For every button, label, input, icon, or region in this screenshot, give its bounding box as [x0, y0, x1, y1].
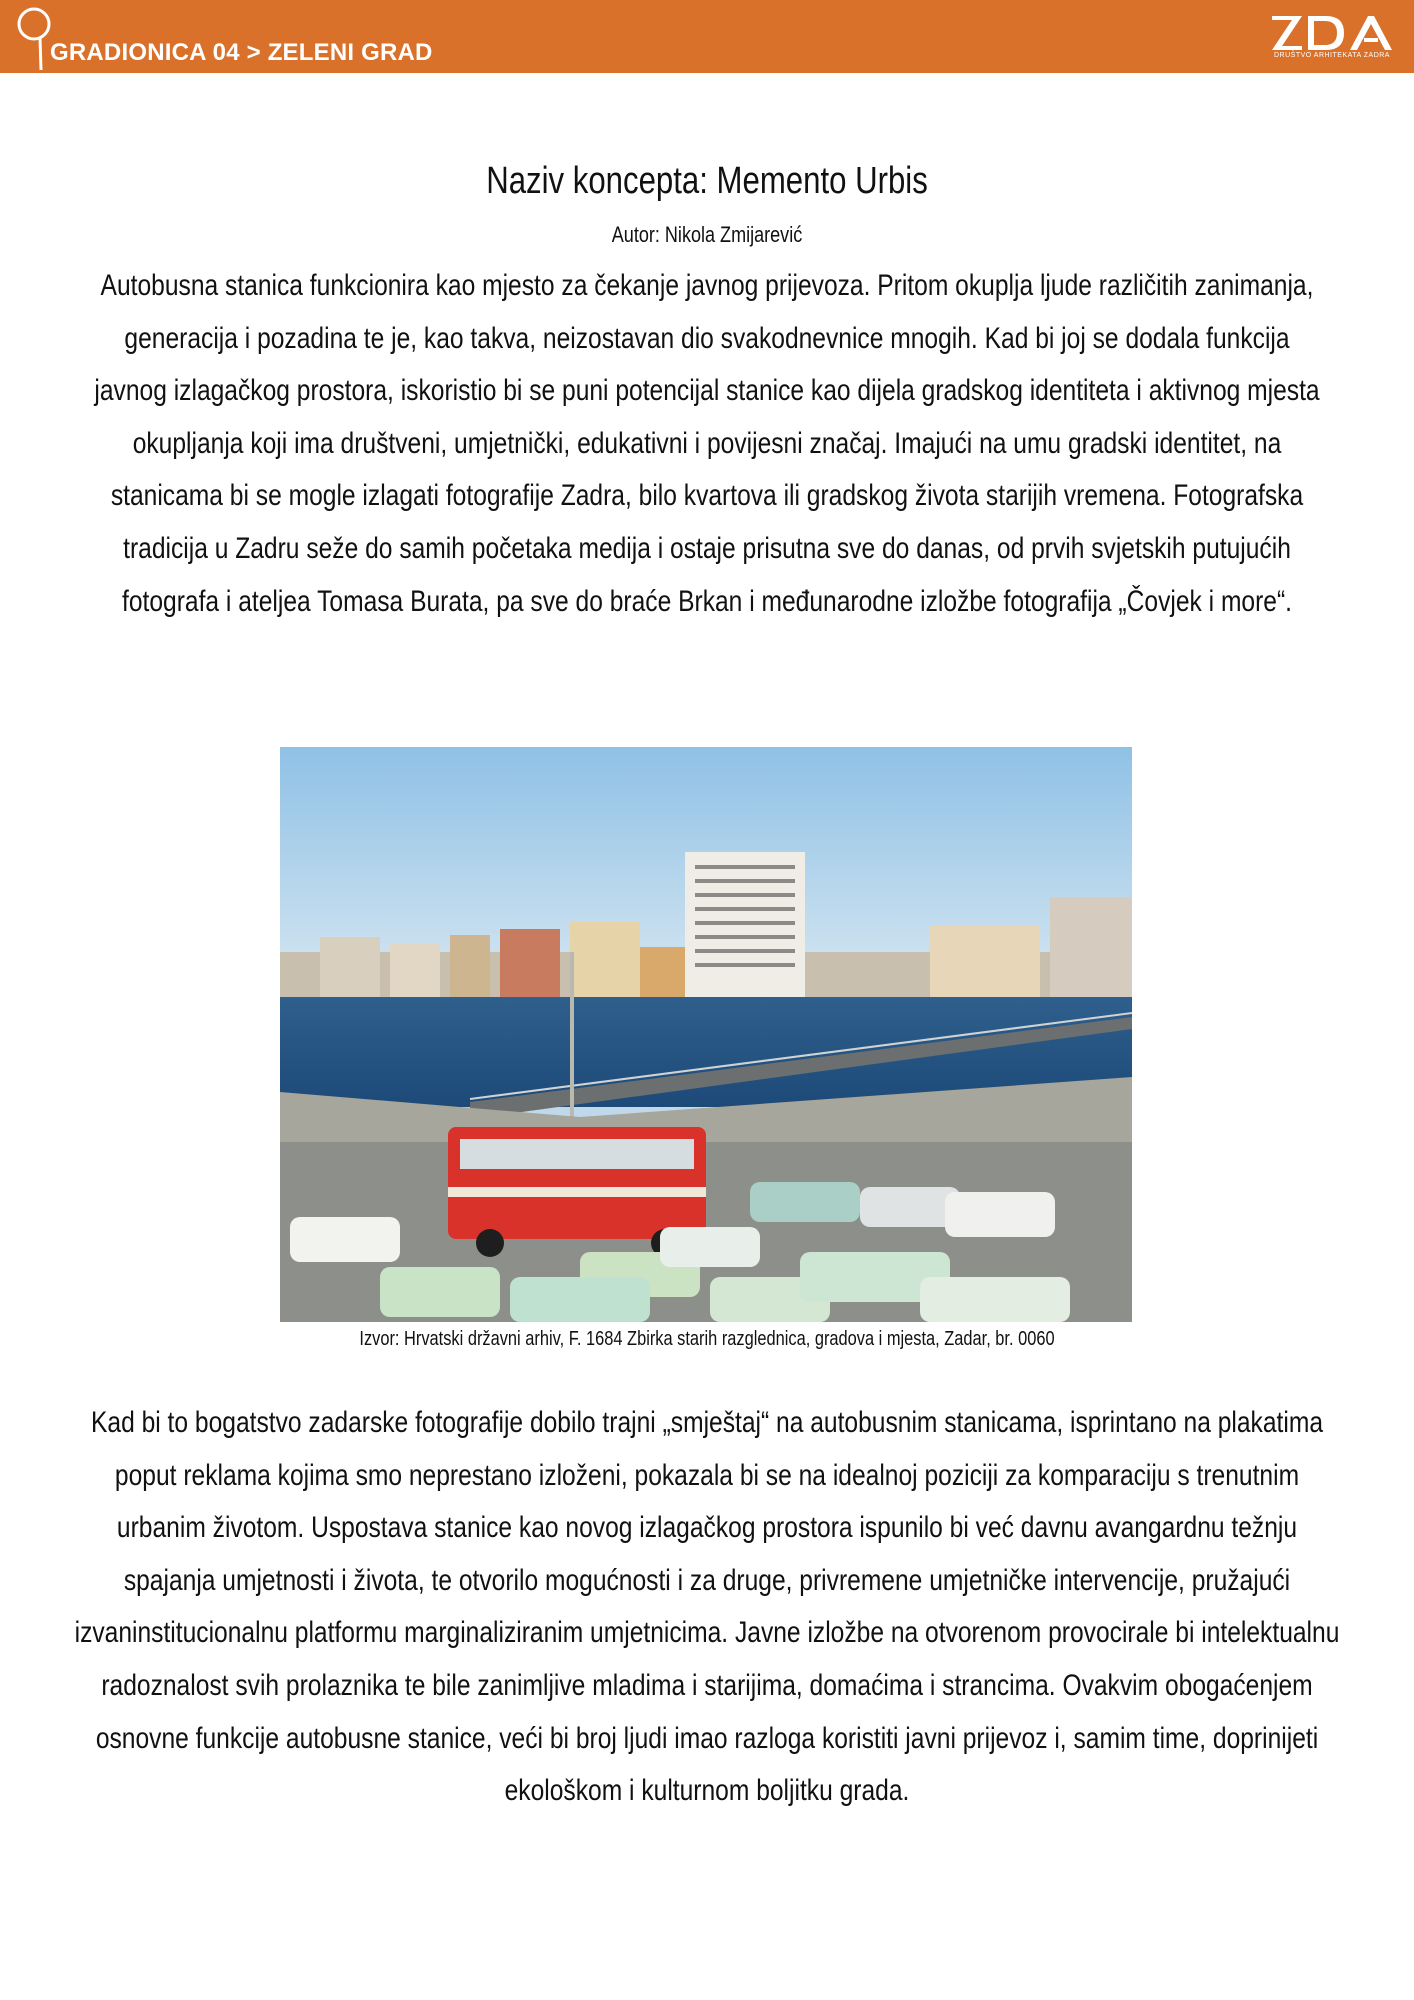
- zda-logo-mark: [1268, 12, 1396, 52]
- breadcrumb: GRADIONICA 04 > ZELENI GRAD: [50, 39, 433, 66]
- page-header: [0, 0, 1414, 73]
- intro-paragraph: Autobusna stanica funkcionira kao mjesto za čekanje javnog prijevoza. Pritom okuplja ljude različitih zanimanja, generacija i pozadina te je, kao takva, neizostavan dio svakodnevnice mnogih. Kad bi joj se dodala funkcija javnog izlagačkog prostora, iskoristio bi se puni potencijal stanice kao dijela gradskog identiteta i aktivnog mjesta okupljanja koji ima društveni, umjetnički, edukativni i povijesni značaj. Imajući na umu gradski identitet, na stanicama bi se mogle izlagati fotografije Zadra, bilo kvartova ili gradskog života starijih vremena. Fotografska tradicija u Zadru seže do samih početaka medija i ostaje prisutna sve do danas, od prvih svjetskih putujućih fotografa i ateljea Tomasa Burata, pa sve do braće Brkan i međunarodne izložbe fotografija „Čovjek i more“.: [94, 269, 1320, 618]
- logo-subtitle: DRUŠTVO ARHITEKATA ZADRA: [1274, 52, 1390, 59]
- concept-title: Naziv koncepta: Memento Urbis: [486, 160, 928, 202]
- author-line: Autor: Nikola Zmijarević: [611, 222, 803, 247]
- main-paragraph: Kad bi to bogatstvo zadarske fotografije dobilo trajni „smještaj“ na autobusnim stanicama, isprintano na plakatima poput reklama kojima smo neprestano izloženi, pokazala bi se na idealnoj poziciji za komparaciju s trenutnim urbanim životom. Uspostava stanice kao novog izlagačkog prostora ispunilo bi već davnu avangardnu težnju spajanja umjetnosti i života, te otvorilo mogućnosti i za druge, privremene umjetničke intervencije, pružajući izvaninstitucionalnu platformu marginaliziranim umjetnicima. Javne izložbe na otvorenom provocirale bi intelektualnu radoznalost svih prolaznika te bile zanimljive mladima i starijima, domaćima i strancima. Ovakvim obogaćenjem osnovne funkcije autobusne stanice, veći bi broj ljudi imao razloga koristiti javni prijevoz i, samim time, doprinijeti ekološkom i kulturnom boljitku grada.: [74, 1406, 1340, 1808]
- photo-caption: Izvor: Hrvatski državni arhiv, F. 1684 Zbirka starih razglednica, gradova i mjesta, Zadar, br. 0060: [359, 1328, 1055, 1350]
- historical-postcard-photo: [280, 747, 1132, 1322]
- zadar-harbor-illustration: [280, 747, 1132, 1322]
- zda-logo: [1268, 12, 1396, 62]
